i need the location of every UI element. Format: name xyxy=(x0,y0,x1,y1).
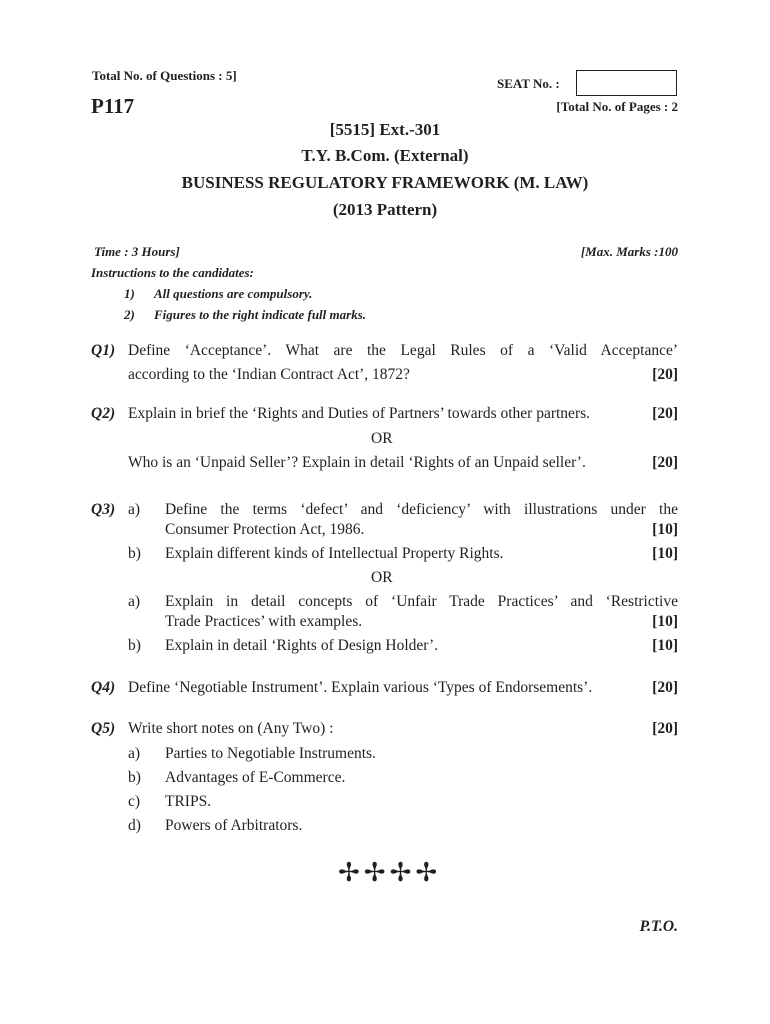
question-marks: [10] xyxy=(652,613,678,630)
question-marks: [20] xyxy=(652,720,678,737)
question-marks: [20] xyxy=(652,679,678,696)
question-marks: [20] xyxy=(652,366,678,383)
question-text: Write short notes on (Any Two) : xyxy=(128,720,334,737)
sub-question-label: a) xyxy=(128,593,141,610)
question-text: Explain in brief the ‘Rights and Duties of Partners’ towards other partners. xyxy=(128,405,591,422)
question-number: Q2) xyxy=(91,405,116,422)
question-text: Define the terms ‘defect’ and ‘deficiency’ with illustrations under the xyxy=(165,501,678,518)
list-item: Advantages of E-Commerce. xyxy=(165,769,346,786)
sub-question-label: b) xyxy=(128,637,141,654)
list-item: Parties to Negotiable Instruments. xyxy=(165,745,376,762)
instructions-heading: Instructions to the candidates: xyxy=(91,265,254,280)
total-pages: [Total No. of Pages : 2 xyxy=(556,99,678,114)
max-marks: [Max. Marks :100 xyxy=(580,244,678,259)
list-item-label: a) xyxy=(128,745,141,762)
question-marks: [10] xyxy=(652,637,678,654)
question-text: Define ‘Acceptance’. What are the Legal Rules of a ‘Valid Acceptance’ xyxy=(128,342,678,359)
question-number: Q3) xyxy=(91,501,116,518)
or-separator: OR xyxy=(371,569,393,586)
list-item-label: d) xyxy=(128,817,141,834)
end-of-paper-stars: ✢✢✢✢ xyxy=(338,858,442,887)
question-text: Explain different kinds of Intellectual Property Rights. xyxy=(165,545,504,562)
question-marks: [20] xyxy=(652,405,678,422)
or-separator: OR xyxy=(371,430,393,447)
question-number: Q1) xyxy=(91,342,116,359)
question-text: Explain in detail concepts of ‘Unfair Trade Practices’ and ‘Restrictive xyxy=(165,593,678,610)
pattern: (2013 Pattern) xyxy=(332,200,438,219)
exam-code: [5515] Ext.-301 xyxy=(329,120,441,139)
sub-question-label: a) xyxy=(128,501,141,518)
question-text: Explain in detail ‘Rights of Design Holder’. xyxy=(165,637,439,654)
question-text: Who is an ‘Unpaid Seller’? Explain in detail ‘Rights of an Unpaid seller’. xyxy=(128,454,586,471)
question-text: Trade Practices’ with examples. xyxy=(165,613,363,630)
list-item: Powers of Arbitrators. xyxy=(165,817,303,834)
instruction-number: 1) xyxy=(124,286,135,301)
please-turn-over: P.T.O. xyxy=(639,918,678,935)
instruction-text: Figures to the right indicate full marks. xyxy=(154,307,367,322)
question-marks: [10] xyxy=(652,545,678,562)
question-text: Consumer Protection Act, 1986. xyxy=(165,521,365,538)
instruction-text: All questions are compulsory. xyxy=(154,286,313,301)
question-number: Q4) xyxy=(91,679,116,696)
subject-name: BUSINESS REGULATORY FRAMEWORK (M. LAW) xyxy=(181,173,589,192)
seat-number-box[interactable] xyxy=(576,70,677,96)
total-questions: Total No. of Questions : 5] xyxy=(92,68,237,83)
question-number: Q5) xyxy=(91,720,116,737)
question-marks: [20] xyxy=(652,454,678,471)
time-allowed: Time : 3 Hours] xyxy=(94,244,180,259)
sub-question-label: b) xyxy=(128,545,141,562)
question-marks: [10] xyxy=(652,521,678,538)
list-item-label: c) xyxy=(128,793,141,810)
instruction-number: 2) xyxy=(124,307,135,322)
question-text: Define ‘Negotiable Instrument’. Explain various ‘Types of Endorsements’. xyxy=(128,679,593,696)
course-name: T.Y. B.Com. (External) xyxy=(301,146,469,165)
question-text: according to the ‘Indian Contract Act’, 1872? xyxy=(128,366,410,383)
list-item-label: b) xyxy=(128,769,141,786)
list-item: TRIPS. xyxy=(165,793,212,810)
seat-label: SEAT No. : xyxy=(497,76,560,91)
paper-code: P117 xyxy=(91,94,135,118)
